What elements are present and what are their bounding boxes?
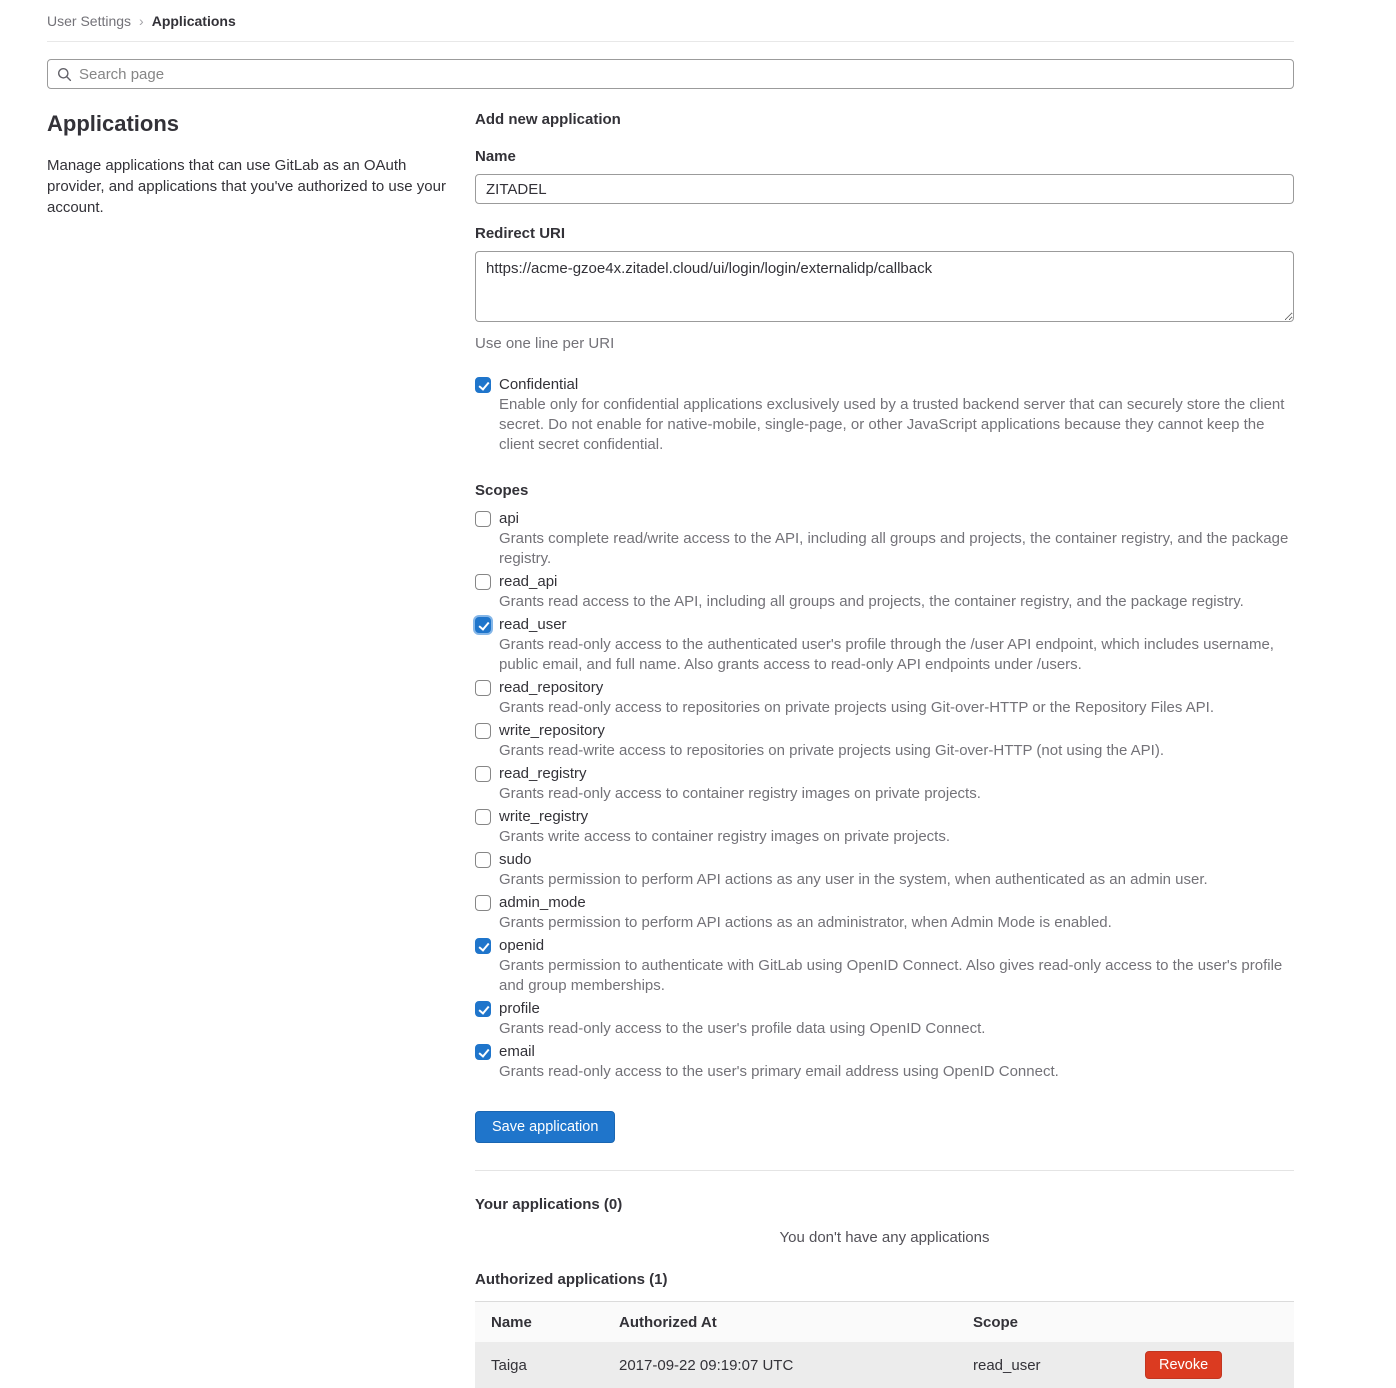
scope-checkbox[interactable] [475, 1044, 491, 1060]
scope-label[interactable]: read_user [499, 616, 567, 633]
scope-cell: read_user [973, 1356, 1041, 1374]
breadcrumb [47, 0, 1294, 41]
scope-description: Grants read-only access to the user's profile data using OpenID Connect. [499, 1020, 986, 1037]
scope-row [475, 893, 1294, 933]
redirect-uri-hint: Use one line per URI [475, 335, 615, 352]
scope-checkbox[interactable] [475, 766, 491, 782]
scope-row [475, 572, 1294, 612]
column-header-authorized-at: Authorized At [619, 1313, 717, 1331]
scope-description: Grants write access to container registry images on private projects. [499, 828, 951, 845]
scopes-label: Scopes [475, 482, 529, 499]
scope-label[interactable]: api [499, 510, 520, 527]
scope-checkbox[interactable] [475, 895, 491, 911]
breadcrumb-applications: Applications [151, 13, 236, 29]
page-description: Manage applications that can use GitLab as an OAuth provider, and applications that you've authorized to use your account. [47, 157, 446, 216]
app-name-cell: Taiga [491, 1356, 527, 1374]
scope-description: Grants read-only access to the user's primary email address using OpenID Connect. [499, 1063, 1059, 1080]
page-title: Applications [47, 111, 180, 136]
scope-row [475, 721, 1294, 761]
scope-description: Grants permission to perform API actions as any user in the system, when authenticated as an admin user. [499, 871, 1208, 888]
scope-description: Grants read-write access to repositories on private projects using Git-over-HTTP (not using the API). [499, 742, 1164, 759]
breadcrumb-user-settings[interactable]: User Settings [47, 13, 132, 29]
authorized-applications-heading: Authorized applications (1) [475, 1271, 668, 1288]
redirect-uri-label: Redirect URI [475, 225, 566, 242]
save-application-button[interactable]: Save application [475, 1111, 615, 1143]
scope-checkbox[interactable] [475, 680, 491, 696]
confidential-row [475, 375, 1294, 455]
table-row [475, 1342, 1294, 1388]
confidential-checkbox[interactable] [475, 377, 491, 393]
scope-label[interactable]: read_repository [499, 679, 604, 696]
add-application-heading: Add new application [475, 111, 621, 128]
scope-checkbox[interactable] [475, 723, 491, 739]
scope-checkbox[interactable] [475, 1001, 491, 1017]
scope-checkbox[interactable] [475, 809, 491, 825]
scope-checkbox[interactable] [475, 617, 491, 633]
authorized-at-cell: 2017-09-22 09:19:07 UTC [619, 1356, 794, 1374]
search-bar[interactable] [47, 59, 1294, 89]
scope-row [475, 1042, 1294, 1082]
scopes-list [475, 509, 1294, 1082]
table-body [475, 1342, 1294, 1388]
scope-row [475, 936, 1294, 996]
page-container [47, 0, 1294, 1388]
intro-column [47, 109, 475, 218]
scope-row [475, 615, 1294, 675]
scope-checkbox[interactable] [475, 852, 491, 868]
scope-label[interactable]: openid [499, 937, 545, 954]
scope-row [475, 764, 1294, 804]
scope-row [475, 509, 1294, 569]
scope-label[interactable]: write_registry [499, 808, 589, 825]
scope-row [475, 807, 1294, 847]
scope-checkbox[interactable] [475, 938, 491, 954]
search-icon [57, 67, 72, 82]
name-label: Name [475, 148, 516, 165]
your-applications-heading: Your applications (0) [475, 1196, 623, 1213]
scope-checkbox[interactable] [475, 511, 491, 527]
scope-row [475, 999, 1294, 1039]
confidential-description: Enable only for confidential applications exclusively used by a trusted backend server that can securely store the client secret. Do not enable for native-mobile, single-page, or other JavaScript applications because they cannot keep the client secret confidential. [499, 396, 1285, 453]
content [47, 109, 1294, 1388]
scope-label[interactable]: write_repository [499, 722, 605, 739]
application-name-input[interactable] [475, 174, 1294, 204]
scope-description: Grants permission to perform API actions as an administrator, when Admin Mode is enabled. [499, 914, 1112, 931]
table-header-row [475, 1302, 1294, 1342]
scope-label[interactable]: profile [499, 1000, 540, 1017]
search-input[interactable] [79, 66, 1284, 83]
scope-description: Grants complete read/write access to the API, including all groups and projects, the container registry, and the package registry. [499, 530, 1289, 567]
confidential-label[interactable]: Confidential [499, 376, 579, 393]
scope-label[interactable]: read_registry [499, 765, 587, 782]
scope-description: Grants read access to the API, including all groups and projects, the container registry, and the package registry. [499, 593, 1244, 610]
chevron-right-icon: › [139, 13, 144, 29]
redirect-uri-textarea[interactable] [475, 251, 1294, 322]
authorized-applications-table [475, 1301, 1294, 1388]
column-header-scope: Scope [973, 1313, 1019, 1331]
scope-checkbox[interactable] [475, 574, 491, 590]
scope-label[interactable]: sudo [499, 851, 532, 868]
form-column [475, 109, 1294, 1388]
scope-description: Grants read-only access to the authenticated user's profile through the /user API endpoint, which includes username, public email, and full name. Also grants access to read-only API endpoints under /users. [499, 636, 1274, 673]
scope-label[interactable]: read_api [499, 573, 558, 590]
scope-label[interactable]: admin_mode [499, 894, 586, 911]
scope-label[interactable]: email [499, 1043, 535, 1060]
scope-row [475, 850, 1294, 890]
no-applications-message: You don't have any applications [779, 1229, 990, 1246]
scope-description: Grants permission to authenticate with GitLab using OpenID Connect. Also gives read-only access to the user's profile and group memberships. [499, 957, 1283, 994]
column-header-name: Name [491, 1313, 532, 1331]
scope-description: Grants read-only access to container registry images on private projects. [499, 785, 981, 802]
scope-description: Grants read-only access to repositories on private projects using Git-over-HTTP or the Repository Files API. [499, 699, 1215, 716]
section-divider [475, 1170, 1294, 1171]
scope-row [475, 678, 1294, 718]
breadcrumb-divider [47, 41, 1294, 42]
revoke-button[interactable]: Revoke [1145, 1351, 1222, 1379]
